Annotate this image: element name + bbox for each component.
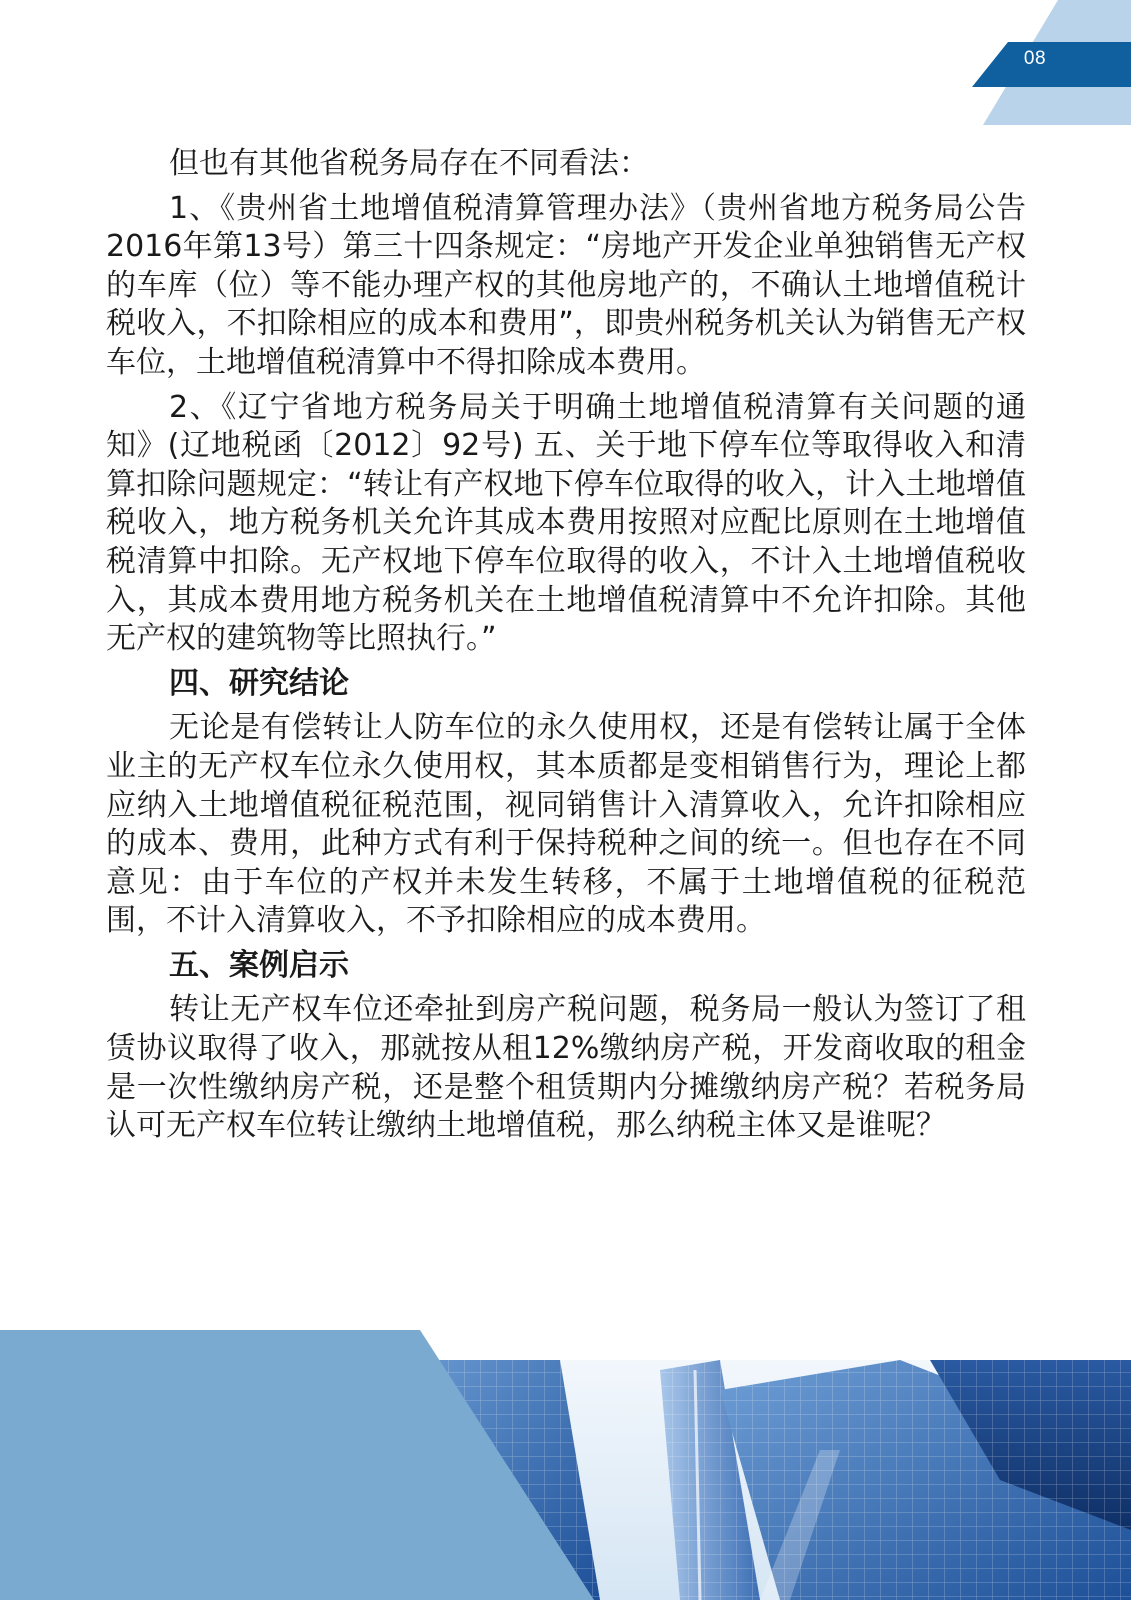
footer-building-image — [0, 1330, 1131, 1600]
section-heading-conclusion: 四、研究结论 — [169, 665, 349, 701]
document-body — [106, 145, 1026, 1152]
paragraph-liaoning: 2、《辽宁省地方税务局关于明确土地增值税清算有关问题的通知》(辽地税函〔2012〕92号) 五、关于地下停车位等取得收入和清算扣除问题规定：“转让有产权地下停车位取得的收入，计入土地增值税收入，地方税务机关允许其成本费用按照对应配比原则在土地增值税清算中扣除。无产权地下停车位取得的收入，不计入土地增值税收入，其成本费用地方税务机关在土地增值税清算中不允许扣除。其他无产权的建筑物等比照执行。” — [106, 389, 1026, 657]
section-heading-case-insight: 五、案例启示 — [169, 947, 349, 983]
paragraph-case-insight: 转让无产权车位还牵扯到房产税问题，税务局一般认为签订了租赁协议取得了收入，那就按从租12%缴纳房产税，开发商收取的租金是一次性缴纳房产税，还是整个租赁期内分摊缴纳房产税？若税务局认可无产权车位转让缴纳土地增值税，那么纳税主体又是谁呢？ — [106, 992, 1026, 1144]
paragraph-intro: 但也有其他省税务局存在不同看法： — [169, 146, 649, 181]
paragraph-conclusion: 无论是有偿转让人防车位的永久使用权，还是有偿转让属于全体业主的无产权车位永久使用权，其本质都是变相销售行为，理论上都应纳入土地增值税征税范围，视同销售计入清算收入，允许扣除相应的成本、费用，此种方式有利于保持税种之间的统一。但也存在不同意见：由于车位的产权并未发生转移，不属于土地增值税的征税范围，不计入清算收入，不予扣除相应的成本费用。 — [106, 710, 1026, 939]
page-number: 08 — [1023, 48, 1047, 69]
header-decoration — [0, 0, 1131, 130]
paragraph-guizhou: 1、《贵州省土地增值税清算管理办法》（贵州省地方税务局公告2016年第13号）第三十四条规定：“房地产开发企业单独销售无产权的车库（位）等不能办理产权的其他房地产的，不确认土地增值税计税收入，不扣除相应的成本和费用”，即贵州税务机关认为销售无产权车位，土地增值税清算中不得扣除成本费用。 — [106, 190, 1026, 380]
